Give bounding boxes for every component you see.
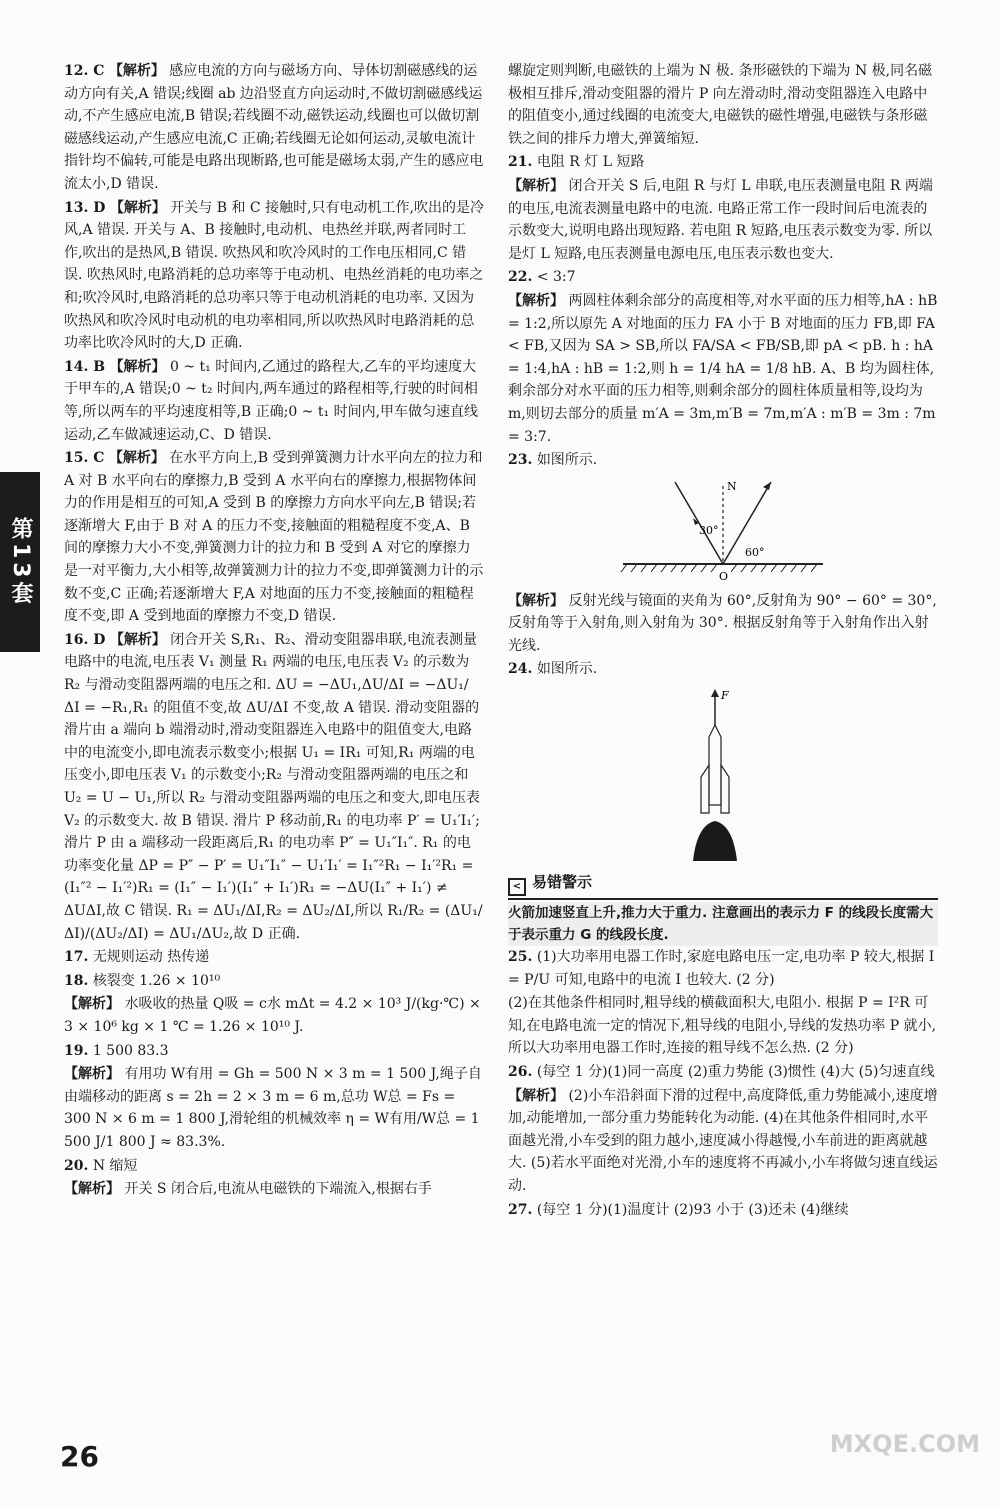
point-label: O bbox=[719, 569, 729, 583]
left-column bbox=[64, 60, 484, 1202]
answer-explanation: 【解析】 闭合开关 S 后,电阻 R 与灯 L 串联,电压表测量电阻 R 两端的电压,电流表测量电路中的电流. 电路正常工作一段时间后电流表的示数变大,说明电路出现短路. 若电阻 R 短路,电压表示数变为零. 所以是灯 L 短路,电压表测量电源电压,电压表示数也变大. bbox=[508, 177, 933, 262]
answer-explanation: 【解析】 水吸收的热量 Q吸 = c水 mΔt = 4.2 × 10³ J/(kg·℃) × 3 × 10⁶ kg × 1 ℃ = 1.26 × 10¹⁰ J. bbox=[64, 996, 481, 1035]
answer-item: 23. 如图所示. bbox=[508, 452, 598, 469]
normal-label: N bbox=[727, 479, 737, 493]
answer-explanation: 【解析】 两圆柱体剩余部分的高度相等,对水平面的压力相等,hA : hB = 1:2,所以原先 A 对地面的压力 FA 小于 B 对地面的压力 FB,即 FA < FB,又因为 SA > SB,所以 FA/SA < FB/SB,即 pA < pB. h : hA = 1:4,hA : hB = 1:2,则 h = 1/4 hA = 1/8 hB. A、B 均为圆柱体,剩余部分对水平面的压力相等,则剩余部分的圆柱体质量相等,设均为 m,则切去部分的质量 m′A = 3m,m′B = 7m,m′A : m′B = 3m : 7m = 3:7. bbox=[508, 292, 938, 445]
answer-explanation: 【解析】 开关 S 闭合后,电流从电磁铁的下端流入,根据右手 bbox=[64, 1181, 432, 1198]
answer-item: 13. D 【解析】 开关与 B 和 C 接触时,只有电动机工作,吹出的是冷风,A 错误. 开关与 A、B 接触时,电动机、电热丝并联,两者同时工作,吹出的是热风,B 错误. 吹热风和吹冷风时的工作电压相同,C 错误. 吹热风时,电路消耗的总功率等于电动机、电热丝消耗的电功率之和;吹冷风时,电路消耗的总功率只等于电动机消耗的电功率. 又因为吹热风和吹冷风时电动机的电功率相同,所以吹热风时电路消耗的总功率比吹冷风时的大,D 正确. bbox=[64, 199, 484, 352]
error-warning-box bbox=[508, 871, 938, 946]
answer-item: 21. 电阻 R 灯 L 短路 bbox=[508, 154, 645, 171]
answer-item: 14. B 【解析】 0 ~ t₁ 时间内,乙通过的路程大,乙车的平均速度大于甲车的,A 错误;0 ~ t₂ 时间内,两车通过的路程相等,行驶的时间相等,所以两车的平均速度相等,B 正确;0 ~ t₁ 时间内,甲车做匀速直线运动,乙车做减速运动,C、D 错误. bbox=[64, 358, 479, 443]
answer-item: 16. D 【解析】 闭合开关 S,R₁、R₂、滑动变阻器串联,电流表测量电路中的电流,电压表 V₁ 测量 R₁ 两端的电压,电压表 V₂ 的示数为 R₂ 与滑动变阻器两端的电压之和. ΔU = −ΔU₁,ΔU/ΔI = −ΔU₁/ΔI = −R₁,R₁ 的阻值不变,故 ΔU/ΔI 不变,故 A 错误. 滑动变阻器的滑片由 a 端向 b 端滑动时,滑动变阻器连入电路中的阻值变大,电路中的电流变小,即电流表示数变小;根据 U₁ = IR₁ 可知,R₁ 两端的电压变小,即电压表 V₁ 的示数变小;R₂ 与滑动变阻器两端的电压之和 U₂ = U − U₁,所以 R₂ 与滑动变阻器两端的电压之和变大,即电压表 V₂ 的示数变大. 故 B 错误. 滑片 P 移动前,R₁ 的电功率 P′ = U₁′I₁′;滑片 P 由 a 端移动一段距离后,R₁ 的电功率 P″ = U₁″I₁″. R₁ 的电功率变化量 ΔP = P″ − P′ = U₁″I₁″ − U₁′I₁′ = I₁″²R₁ − I₁′²R₁ = (I₁″² − I₁′²)R₁ = (I₁″ − I₁′)(I₁″ + I₁′)R₁ = −ΔU(I₁″ + I₁′) ≠ ΔUΔI,故 C 错误. R₁ = ΔU₁/ΔI,R₂ = ΔU₂/ΔI,所以 R₁/R₂ = (ΔU₁/ΔI)/(ΔU₂/ΔI) = ΔU₁/ΔU₂,故 D 正确. bbox=[64, 631, 483, 942]
answer-item: 26. (每空 1 分)(1)同一高度 (2)重力势能 (3)惯性 (4)大 (5)匀速直线 bbox=[508, 1064, 935, 1081]
mirror-angle-label: 60° bbox=[745, 545, 765, 559]
answer-item: 18. 核裂变 1.26 × 10¹⁰ bbox=[64, 972, 221, 989]
answer-explanation: 螺旋定则判断,电磁铁的上端为 N 极. 条形磁铁的下端为 N 极,同名磁极相互排斥,滑动变阻器的滑片 P 向左滑动时,滑动变阻器连入电路中的阻值变小,通过线圈的电流变大,电磁铁的磁性增强,电磁铁与条形磁铁之间的排斥力增大,弹簧缩短. bbox=[508, 63, 933, 147]
answer-item: 25. (1)大功率用电器工作时,家庭电路电压一定,电功率 P 较大,根据 I = P/U 可知,电路中的电流 I 也较大. (2 分) bbox=[508, 949, 935, 988]
answer-item: 17. 无规则运动 热传递 bbox=[64, 949, 210, 966]
reflection-diagram bbox=[613, 476, 833, 586]
answer-item: 12. C 【解析】 感应电流的方向与磁场方向、导体切割磁感线的运动方向有关,A 错误;线圈 ab 边沿竖直方向运动时,不做切割磁感线运动,不产生感应电流,B 错误;若线圈不动,磁铁运动,线圈也可以做切割磁感线运动,产生感应电流,C 正确;若线圈无论如何运动,灵敏电流计指针均不偏转,可能是电路出现断路,也可能是磁场太弱,产生的感应电流太小,D 错误. bbox=[64, 63, 484, 192]
answer-explanation: 【解析】 有用功 W有用 = Gh = 500 N × 3 m = 1 500 J,绳子自由端移动的距离 s = 2h = 2 × 3 m = 6 m,总功 W总 = Fs = 300 N × 6 m = 1 800 J,滑轮组的机械效率 η = W有用/W总 = 1 500 J/1 800 J ≈ 83.3%. bbox=[64, 1066, 482, 1150]
answer-item: 27. (每空 1 分)(1)温度计 (2)93 小于 (3)还未 (4)继续 bbox=[508, 1201, 849, 1218]
page-number: 26 bbox=[60, 1440, 99, 1473]
watermark: MXQE.COM bbox=[829, 1430, 980, 1458]
answer-explanation: 【解析】 反射光线与镜面的夹角为 60°,反射角为 90° − 60° = 30°,反射角等于入射角,则入射角为 30°. 根据反射角等于入射角作出入射光线. bbox=[508, 592, 937, 654]
warning-title: < 易错警示 bbox=[508, 871, 938, 900]
force-label: F bbox=[721, 689, 729, 703]
answer-explanation: (2)在其他条件相同时,粗导线的横截面积大,电阻小. 根据 P = I²R 可知,在电路电流一定的情况下,粗导线的电阻小,导线的发热功率 P 就小,所以大功率用电器工作时,连接的粗导线不怎么热. (2 分) bbox=[508, 995, 937, 1057]
rocket-diagram bbox=[663, 685, 783, 865]
answer-item: 19. 1 500 83.3 bbox=[64, 1042, 169, 1059]
answer-item: 22. < 3:7 bbox=[508, 269, 576, 286]
set-tab: 第13套 bbox=[0, 472, 40, 652]
answer-item: 20. N 缩短 bbox=[64, 1157, 138, 1174]
answer-explanation: 【解析】 (2)小车沿斜面下滑的过程中,高度降低,重力势能减小,速度增加,动能增加,一部分重力势能转化为动能. (4)在其他条件相同时,水平面越光滑,小车受到的阻力越小,速度减小得越慢,小车前进的距离就越大. (5)若水平面绝对光滑,小车的速度将不再减小,小车将做匀速直线运动. bbox=[508, 1087, 938, 1194]
warning-icon: < bbox=[508, 878, 526, 896]
answer-item: 24. 如图所示. bbox=[508, 661, 598, 678]
answer-item: 15. C 【解析】 在水平方向上,B 受到弹簧测力计水平向左的拉力和 A 对 B 水平向右的摩擦力,B 受到 A 水平向右的摩擦力,根据物体间力的作用是相互的可知,A 受到 B 的摩擦力方向水平向左,B 错误;若逐渐增大 F,由于 B 对 A 的压力不变,接触面的粗糙程度不变,A、B 间的摩擦力大小不变,弹簧测力计的拉力和 B 受到 A 对它的摩擦力是一对平衡力,大小相等,故弹簧测力计的拉力不变,即弹簧测力计的示数不变,C 正确;若逐渐增大 F,A 对地面的压力不变,接触面的粗糙程度不变,即 A 受到地面的摩擦力不变,D 错误. bbox=[64, 450, 484, 625]
right-column bbox=[508, 60, 938, 1222]
warning-text: 火箭加速竖直上升,推力大于重力. 注意画出的表示力 F 的线段长度需大于表示重力 G 的线段长度. bbox=[508, 902, 938, 946]
incident-angle-label: 30° bbox=[699, 523, 719, 537]
